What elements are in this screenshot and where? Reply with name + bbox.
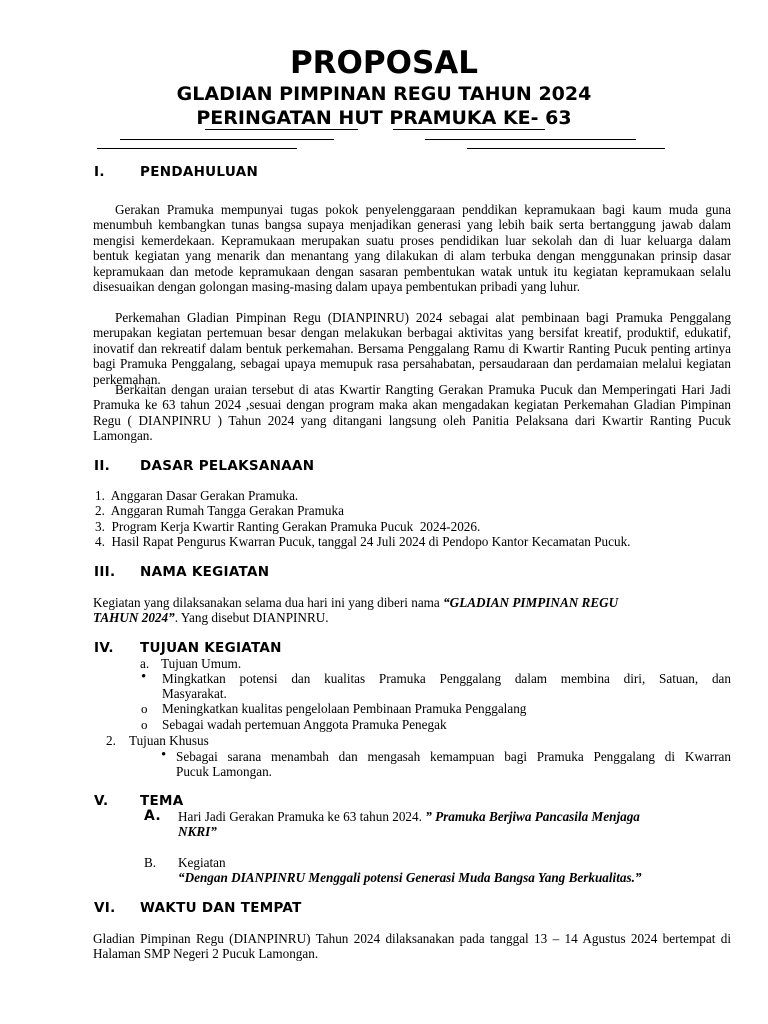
section-number: IV. — [94, 640, 114, 656]
list-item-continuation: Pucuk Lamongan. — [176, 764, 272, 779]
list-item: Meningkatkan kualitas pengelolaan Pembinaan Pramuka Penggalang — [162, 701, 527, 716]
bullet-icon: • — [161, 747, 167, 763]
title-underline — [425, 139, 636, 140]
section-heading-nama-kegiatan — [94, 564, 269, 581]
section-heading-tema — [94, 793, 184, 810]
paragraph-waktu-tempat: Gladian Pimpinan Regu (DIANPINRU) Tahun 2024 dilaksanakan pada tanggal 13 – 14 Agustus 2024 bertempat di Halaman SMP Negeri 2 Pucuk Lamongan. — [93, 931, 731, 962]
paragraph-nama-kegiatan — [93, 595, 733, 626]
theme-item-a — [178, 809, 738, 840]
paragraph-pendahuluan-3: Berkaitan dengan uraian tersebut di atas Kwartir Rangting Gerakan Pramuka Pucuk dan Memperingati Hari Jadi Pramuka ke 63 tahun 2024 ,sesuai dengan program maka akan mengadakan kegiatan Perkemahan Gladian Pimpinan Regu ( DIANPINRU ) Tahun 2024 yang ditangani langsung oleh Panitia Pelaksana dari Kwartir Ranting Pucuk Lamongan. — [93, 382, 731, 444]
title-underline — [467, 148, 665, 149]
document-title: PROPOSAL — [289, 45, 479, 81]
title-underline — [97, 148, 297, 149]
section-number: VI. — [94, 900, 116, 916]
bullet-icon: o — [141, 701, 148, 716]
section-title: NAMA KEGIATAN — [140, 564, 270, 580]
list-label: a. — [140, 656, 150, 671]
list-item: Mingkatkan potensi dan kualitas Pramuka Penggalang dalam membina diri, Satuan, dan — [162, 671, 731, 686]
theme-emphasis: “Dengan DIANPINRU Menggali potensi Generasi Muda Bangsa Yang Berkualitas.” — [178, 870, 642, 885]
section-title: TEMA — [140, 793, 184, 809]
document-subtitle-2: PERINGATAN HUT PRAMUKA KE- 63 — [196, 107, 572, 129]
paragraph-pendahuluan-2: Perkemahan Gladian Pimpinan Regu (DIANPINRU) 2024 sebagai alat pembinaan bagi Pramuka Penggalang merupakan kegiatan pertemuan besar dengan melakukan berbagai aktivitas yang bersifat kreatif, produktif, edukatif, inovatif dan rekreatif dalam bentuk perkemahan. Bersama Penggalang Ramu di Kwartir Ranting Pucuk penting artinya bagi Pramuka Penggalang, sebagai upaya memupuk rasa persahabatan, persaudaraan dan perdamaian melalui kegiatan perkemahan. — [93, 310, 731, 387]
section-heading-dasar-pelaksanaan — [94, 458, 314, 475]
paragraph-pendahuluan-1: Gerakan Pramuka mempunyai tugas pokok penyelenggaraan penddikan kepramukaan bagi kaum muda guna menumbuh kembangkan tunas bangsa supaya menjadikan generasi yang lebih baik serta bertanggung jawab dalam mengisi kemerdekaan. Kepramukaan merupakan suatu proses pendidikan luar sekolah dan di luar keluarga dalam bentuk kegiatan yang menarik dan menantang yang dilakukan di alam terbuka dengan menggunakan prinsip dasar kepramukaan dan metode kepramukaan dengan sasaran pembentukan watak untuk itu kegiatan kepramukaan selalu disesuaikan dengan golongan masing-masing dalam upaya pembentukan pribadi yang luhur. — [93, 202, 731, 295]
theme-item-b: Kegiatan — [178, 855, 226, 870]
title-underline — [120, 139, 334, 140]
bullet-icon: • — [141, 669, 147, 685]
bullet-icon: o — [141, 717, 148, 732]
event-name-emphasis: TAHUN 2024” — [93, 610, 175, 626]
section-heading-tujuan-kegiatan — [94, 640, 282, 657]
event-name-emphasis: “GLADIAN PIMPINAN REGU — [443, 595, 619, 610]
section-title: TUJUAN KEGIATAN — [140, 640, 282, 656]
list-item: 2. Anggaran Rumah Tangga Gerakan Pramuka — [95, 503, 344, 518]
section-number: V. — [94, 793, 109, 809]
section-title: DASAR PELAKSANAAN — [140, 458, 315, 474]
text-run: Kegiatan yang dilaksanakan selama dua hari ini yang diberi nama — [93, 595, 444, 610]
list-label: 2. — [106, 733, 116, 748]
list-item: 1. Anggaran Dasar Gerakan Pramuka. — [95, 488, 299, 503]
theme-label-a: A. — [144, 808, 162, 824]
section-number: II. — [94, 458, 111, 474]
theme-emphasis: ” Pramuka Berjiwa Pancasila Menjaga — [425, 809, 640, 824]
list-item: Sebagai wadah pertemuan Anggota Pramuka Penegak — [162, 717, 447, 732]
section-title: PENDAHULUAN — [140, 164, 259, 180]
section-number: III. — [94, 564, 116, 580]
text-run: Hari Jadi Gerakan Pramuka ke 63 tahun 2024. — [178, 809, 426, 824]
list-item-continuation: Masyarakat. — [162, 686, 227, 701]
theme-emphasis: NKRI” — [178, 824, 217, 840]
title-underline — [393, 129, 545, 130]
list-item: Tujuan Khusus — [129, 733, 209, 748]
title-underline — [205, 129, 358, 130]
section-title: WAKTU DAN TEMPAT — [140, 900, 302, 916]
text-run: . Yang disebut DIANPINRU. — [174, 610, 329, 626]
list-item: 3. Program Kerja Kwartir Ranting Gerakan Pramuka Pucuk 2024-2026. — [95, 519, 481, 534]
theme-label-b: B. — [144, 855, 157, 870]
document-subtitle-1: GLADIAN PIMPINAN REGU TAHUN 2024 — [176, 83, 592, 105]
list-item: 4. Hasil Rapat Pengurus Kwarran Pucuk, tanggal 24 Juli 2024 di Pendopo Kantor Kecamatan Pucuk. — [95, 534, 631, 549]
section-heading-pendahuluan — [94, 164, 258, 181]
section-heading-waktu-tempat — [94, 900, 302, 917]
list-item: Sebagai sarana menambah dan mengasah kemampuan bagi Pramuka Penggalang di Kwarran — [176, 749, 731, 764]
list-item: Tujuan Umum. — [161, 656, 242, 671]
section-number: I. — [94, 164, 105, 180]
